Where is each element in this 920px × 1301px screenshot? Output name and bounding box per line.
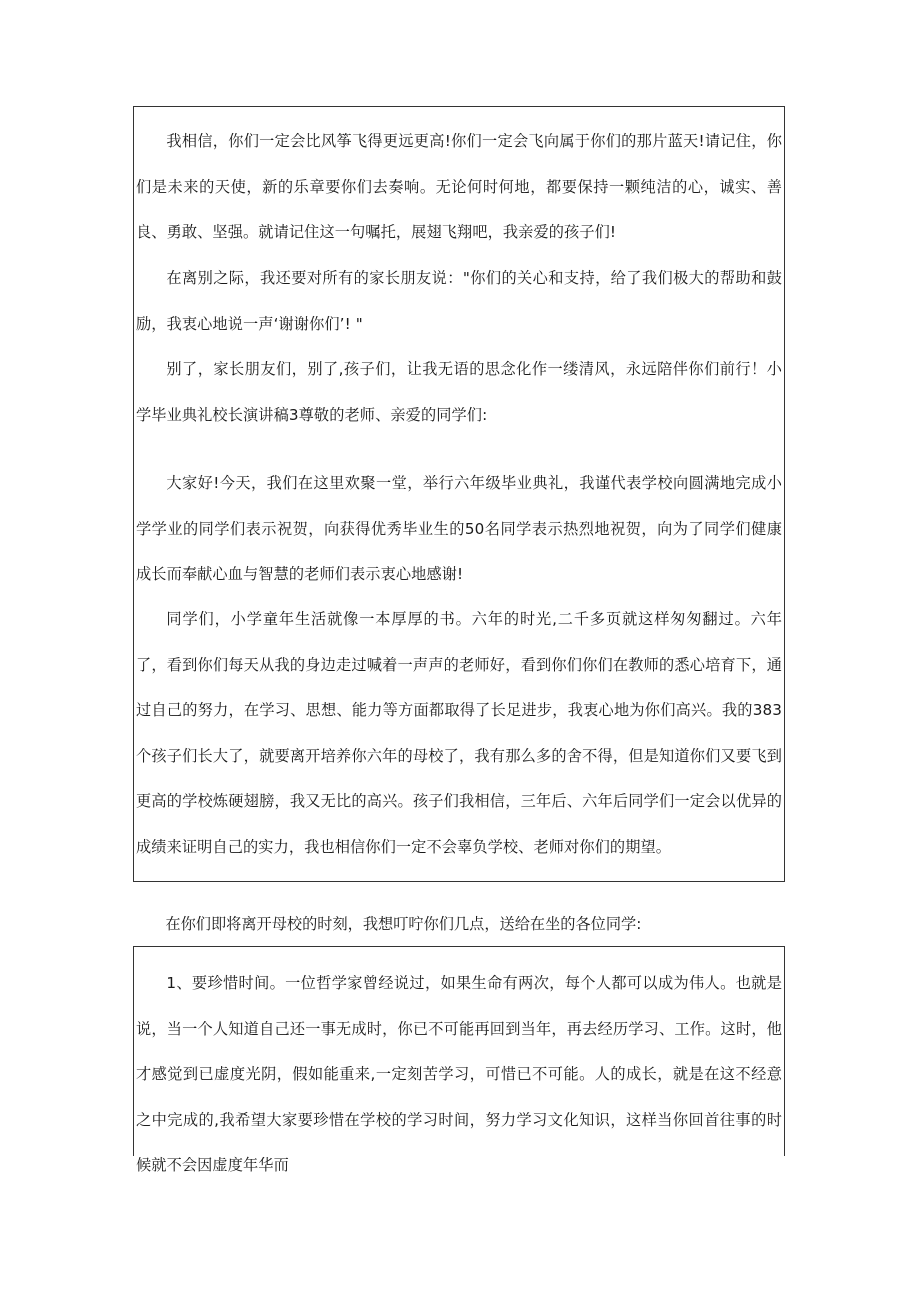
paragraph-greeting: 大家好!今天，我们在这里欢聚一堂，举行六年级毕业典礼，我谨代表学校向圆满地完成小学学业的同学们表示祝贺，向获得优秀毕业生的50名同学表示热烈地祝贺，向为了同学们健康成长而奉献心血与智慧的老师们表示衷心地感谢! [136,474,782,583]
text-block-1 [133,106,785,882]
paragraph-farewell: 别了，家长朋友们，别了,孩子们，让我无语的思念化作一缕清风，永远陪伴你们前行！小学毕业典礼校长演讲稿3尊敬的老师、亲爱的同学们: [136,360,782,424]
paragraph-parents-thanks: 在离别之际，我还要对所有的家长朋友说："你们的关心和支持，给了我们极大的帮助和鼓励，我衷心地说一声‘谢谢你们’! " [136,269,782,333]
text-block-2 [133,946,785,1174]
paragraph-students: 同学们，小学童年生活就像一本厚厚的书。六年的时光,二千多页就这样匆匆翻过。六年了，看到你们每天从我的身边走过喊着一声声的老师好，看到你们你们在教师的悉心培育下，通过自己的努力，在学习、思想、能力等方面都取得了长足进步，我衷心地为你们高兴。我的383个孩子们长大了，就要离开培养你六年的母校了，我有那么多的舍不得，但是知道你们又要飞到更高的学校炼硬翅膀，我又无比的高兴。孩子们我相信，三年后、六年后同学们一定会以优异的成绩来证明自己的实力，我也相信你们一定不会辜负学校、老师对你们的期望。 [136,610,782,856]
paragraph-cherish-time: 1、要珍惜时间。一位哲学家曾经说过，如果生命有两次，每个人都可以成为伟人。也就是说，当一个人知道自己还一事无成时，你已不可能再回到当年，再去经历学习、工作。这时，他才感觉到已虚度光阴，假如能重来,一定刻苦学习，可惜已不可能。人的成长，就是在这不经意之中完成的,我希望大家要珍惜在学校的学习时间，努力学习文化知识，这样当你回首往事的时候就不会因虚度年华而 [136,974,782,1174]
paragraph-believe: 我相信，你们一定会比风筝飞得更远更高!你们一定会飞向属于你们的那片蓝天!请记住，你们是未来的天使，新的乐章要你们去奏响。无论何时何地，都要保持一颗纯洁的心，诚实、善良、勇敢、坚强。就请记住这一句嘱托，展翅飞翔吧，我亲爱的孩子们! [136,132,782,241]
paragraph-advice-intro: 在你们即将离开母校的时刻，我想叮咛你们几点，送给在坐的各位同学: [165,915,642,933]
